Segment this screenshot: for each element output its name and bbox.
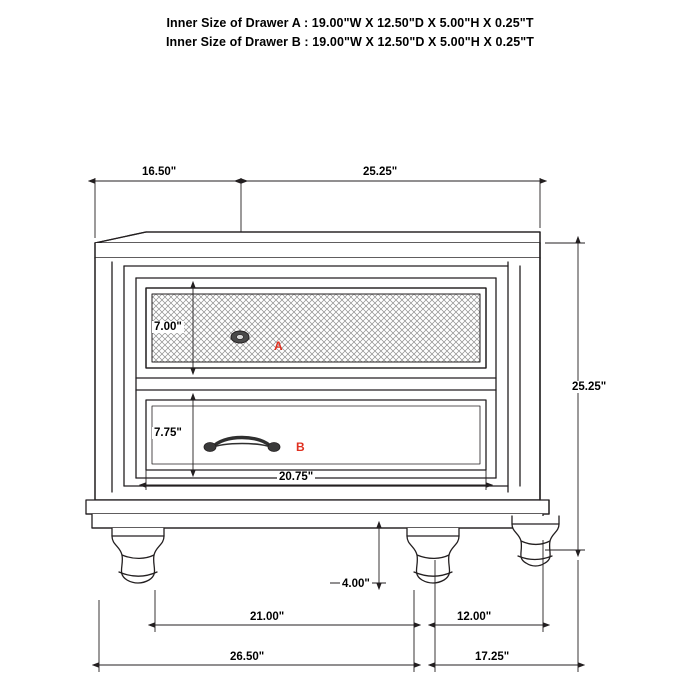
drawer-b-inner-size-note: Inner Size of Drawer B : 19.00"W X 12.50"D X 5.00"H X 0.25"T: [165, 35, 535, 49]
dim-drawer-b-width-label: 20.75": [279, 471, 314, 483]
dim-overall-width-label: 26.50": [230, 651, 265, 663]
dim-overall-depth-label: 17.25": [475, 651, 510, 663]
drawer-a-inner-size-note: Inner Size of Drawer A : 19.00"W X 12.50"D X 5.00"H X 0.25"T: [166, 16, 534, 30]
dim-top-left-label: 16.50": [142, 166, 177, 178]
drawer-a-letter: A: [274, 339, 283, 353]
dim-foot-height-label: 4.00": [342, 578, 370, 590]
dim-drawer-a-height-label: 7.00": [154, 321, 182, 333]
dim-bottom-side-depth-label: 12.00": [457, 611, 492, 623]
dim-right-height-label: 25.25": [572, 381, 607, 393]
drawer-b-letter: B: [296, 440, 305, 454]
dim-top-right-label: 25.25": [363, 166, 398, 178]
dim-bottom-front-width-label: 21.00": [250, 611, 285, 623]
dim-drawer-b-height-label: 7.75": [154, 427, 182, 439]
